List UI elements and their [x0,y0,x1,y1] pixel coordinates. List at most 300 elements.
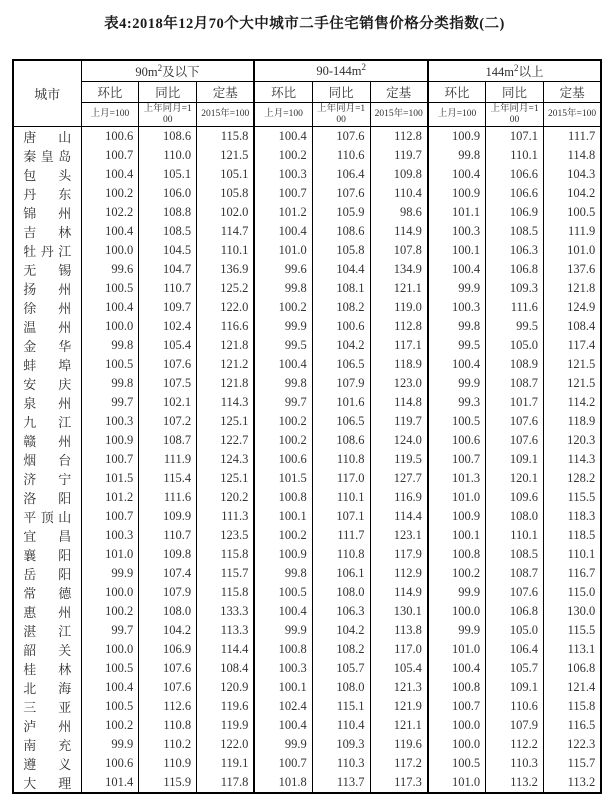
value-cell: 112.8 [370,317,428,336]
value-cell: 115.9 [139,773,197,793]
value-cell: 100.6 [312,317,370,336]
city-cell [13,526,81,545]
value-cell: 114.4 [197,640,255,659]
city-cell [13,754,81,773]
value-cell: 100.9 [81,431,139,450]
value-cell: 100.0 [81,241,139,260]
value-cell: 104.3 [543,165,601,184]
value-cell: 115.8 [197,127,255,147]
group-header-90-144 [254,60,427,82]
value-cell: 102.0 [197,203,255,222]
value-cell: 100.4 [254,716,312,735]
value-cell: 106.6 [486,184,544,203]
value-cell: 106.3 [312,602,370,621]
value-cell: 99.7 [254,393,312,412]
table-row [13,317,601,336]
value-cell: 106.3 [486,241,544,260]
value-cell: 117.2 [370,754,428,773]
base-header-row [13,103,601,127]
value-cell: 118.3 [543,507,601,526]
value-cell: 113.3 [197,621,255,640]
value-cell: 105.9 [312,203,370,222]
city-label: 温州 [23,320,72,335]
value-cell: 110.9 [139,754,197,773]
value-cell: 100.5 [81,279,139,298]
value-cell: 113.1 [543,640,601,659]
city-label: 扬州 [23,282,72,297]
value-cell: 101.0 [428,773,486,793]
value-cell: 110.8 [312,450,370,469]
city-cell [13,773,81,793]
value-cell: 127.7 [370,469,428,488]
value-cell: 110.1 [486,146,544,165]
value-cell: 99.9 [254,735,312,754]
value-cell: 104.2 [312,336,370,355]
value-cell: 110.6 [486,697,544,716]
value-cell: 121.5 [197,146,255,165]
value-cell: 124.9 [543,298,601,317]
value-cell: 109.7 [139,298,197,317]
group-label-sup: 2 [514,62,519,73]
table-row [13,716,601,735]
value-cell: 100.0 [428,735,486,754]
city-cell [13,203,81,222]
city-cell [13,393,81,412]
value-cell: 100.1 [254,678,312,697]
value-cell: 99.9 [254,317,312,336]
value-cell: 109.8 [139,545,197,564]
group-label-sup: 2 [361,62,366,73]
city-label: 常德 [23,586,72,601]
city-label: 包头 [23,168,72,183]
value-cell: 105.4 [370,659,428,678]
value-cell: 100.8 [428,545,486,564]
value-cell: 100.5 [254,583,312,602]
value-cell: 104.7 [139,260,197,279]
value-cell: 106.8 [486,260,544,279]
value-cell: 122.0 [197,735,255,754]
city-cell [13,735,81,754]
value-cell: 99.9 [428,621,486,640]
value-cell: 117.8 [197,773,255,793]
value-cell: 100.6 [81,127,139,147]
value-cell: 108.5 [486,222,544,241]
metric-header-fixed: 定基 [197,82,255,103]
base-header-prev-year: 上年同月=100 [139,103,197,127]
price-index-table [12,59,602,794]
value-cell: 137.6 [543,260,601,279]
value-cell: 112.2 [486,735,544,754]
city-cell [13,716,81,735]
value-cell: 100.4 [428,659,486,678]
city-cell [13,317,81,336]
value-cell: 110.2 [139,735,197,754]
value-cell: 107.9 [486,716,544,735]
value-cell: 119.6 [197,697,255,716]
value-cell: 106.8 [543,659,601,678]
value-cell: 111.9 [139,450,197,469]
value-cell: 108.0 [312,583,370,602]
value-cell: 106.8 [486,602,544,621]
city-cell [13,583,81,602]
value-cell: 100.0 [428,716,486,735]
table-row [13,241,601,260]
value-cell: 108.6 [312,431,370,450]
value-cell: 100.4 [428,165,486,184]
value-cell: 100.2 [254,431,312,450]
value-cell: 125.2 [197,279,255,298]
city-label: 徐州 [23,301,72,316]
city-cell [13,602,81,621]
value-cell: 108.7 [486,374,544,393]
value-cell: 108.8 [139,203,197,222]
city-label: 北海 [23,681,72,696]
value-cell: 100.6 [254,450,312,469]
value-cell: 107.4 [139,564,197,583]
value-cell: 112.6 [139,697,197,716]
value-cell: 110.1 [486,526,544,545]
city-label: 南充 [23,738,72,753]
metric-header-mom: 环比 [254,82,312,103]
city-label: 遵义 [23,757,72,772]
table-body [13,127,601,794]
table-row [13,165,601,184]
value-cell: 100.0 [81,317,139,336]
table-row [13,450,601,469]
value-cell: 113.7 [312,773,370,793]
value-cell: 100.9 [428,127,486,147]
value-cell: 99.7 [81,393,139,412]
metric-header-yoy: 同比 [312,82,370,103]
table-row [13,279,601,298]
value-cell: 114.2 [543,393,601,412]
value-cell: 123.5 [197,526,255,545]
value-cell: 101.2 [254,203,312,222]
value-cell: 110.4 [370,184,428,203]
value-cell: 100.0 [81,583,139,602]
city-cell [13,260,81,279]
value-cell: 121.5 [543,374,601,393]
value-cell: 123.0 [370,374,428,393]
value-cell: 121.8 [543,279,601,298]
value-cell: 106.1 [312,564,370,583]
table-row [13,127,601,147]
city-cell [13,545,81,564]
value-cell: 109.8 [370,165,428,184]
value-cell: 101.0 [543,241,601,260]
city-column-header: 城市 [13,60,81,127]
city-cell [13,488,81,507]
table-header [13,60,601,127]
value-cell: 106.4 [312,165,370,184]
table-row [13,526,601,545]
value-cell: 121.3 [370,678,428,697]
value-cell: 105.4 [139,336,197,355]
table-row [13,507,601,526]
value-cell: 99.5 [486,317,544,336]
city-cell [13,469,81,488]
value-cell: 100.3 [81,412,139,431]
city-cell [13,241,81,260]
value-cell: 100.4 [81,298,139,317]
value-cell: 109.1 [486,450,544,469]
value-cell: 107.5 [139,374,197,393]
base-header-prev-year: 上年同月=100 [486,103,544,127]
value-cell: 100.7 [428,697,486,716]
value-cell: 109.6 [486,488,544,507]
city-cell [13,165,81,184]
value-cell: 100.9 [428,507,486,526]
value-cell: 113.8 [370,621,428,640]
city-cell [13,621,81,640]
value-cell: 100.7 [81,507,139,526]
city-label: 蚌埠 [23,358,72,373]
value-cell: 100.2 [81,184,139,203]
value-cell: 100.4 [254,222,312,241]
value-cell: 117.0 [370,640,428,659]
value-cell: 99.8 [254,564,312,583]
value-cell: 99.5 [428,336,486,355]
city-cell [13,507,81,526]
city-label: 烟台 [23,453,72,468]
value-cell: 114.3 [543,450,601,469]
city-label: 大理 [23,776,72,791]
base-header-2015: 2015年=100 [197,103,255,127]
value-cell: 100.5 [81,697,139,716]
value-cell: 108.1 [312,279,370,298]
value-cell: 128.2 [543,469,601,488]
table-row [13,735,601,754]
city-cell [13,640,81,659]
value-cell: 104.4 [312,260,370,279]
value-cell: 120.2 [197,488,255,507]
value-cell: 111.3 [197,507,255,526]
value-cell: 100.3 [81,526,139,545]
value-cell: 111.6 [486,298,544,317]
value-cell: 99.5 [254,336,312,355]
city-label: 惠州 [23,605,72,620]
value-cell: 114.3 [197,393,255,412]
value-cell: 110.4 [312,716,370,735]
value-cell: 120.1 [486,469,544,488]
value-cell: 114.8 [543,146,601,165]
city-label: 九江 [23,415,72,430]
value-cell: 115.7 [543,754,601,773]
value-cell: 123.1 [370,526,428,545]
value-cell: 119.0 [370,298,428,317]
metric-header-mom: 环比 [428,82,486,103]
value-cell: 118.9 [370,355,428,374]
value-cell: 115.5 [543,621,601,640]
value-cell: 118.5 [543,526,601,545]
value-cell: 99.9 [254,621,312,640]
city-cell [13,127,81,147]
value-cell: 115.8 [197,583,255,602]
value-cell: 100.4 [428,355,486,374]
value-cell: 100.5 [428,754,486,773]
value-cell: 100.7 [81,450,139,469]
city-cell [13,412,81,431]
value-cell: 109.9 [139,507,197,526]
value-cell: 104.5 [139,241,197,260]
value-cell: 99.6 [254,260,312,279]
value-cell: 114.8 [370,393,428,412]
value-cell: 115.8 [543,697,601,716]
city-cell [13,374,81,393]
value-cell: 114.9 [370,222,428,241]
value-cell: 99.8 [428,146,486,165]
value-cell: 101.3 [428,469,486,488]
value-cell: 99.9 [81,735,139,754]
value-cell: 101.0 [254,241,312,260]
value-cell: 119.5 [370,450,428,469]
value-cell: 117.3 [370,773,428,793]
value-cell: 113.2 [543,773,601,793]
table-row [13,773,601,793]
city-label: 吉林 [23,225,72,240]
value-cell: 104.2 [312,621,370,640]
value-cell: 121.1 [370,279,428,298]
group-label: 及以下 [162,65,200,79]
value-cell: 107.6 [486,412,544,431]
value-cell: 109.3 [312,735,370,754]
city-label: 金华 [23,339,72,354]
value-cell: 100.4 [81,222,139,241]
base-header-prev-month: 上月=100 [81,103,139,127]
value-cell: 99.8 [81,374,139,393]
value-cell: 119.7 [370,412,428,431]
base-header-2015: 2015年=100 [370,103,428,127]
table-row [13,222,601,241]
value-cell: 100.2 [254,146,312,165]
value-cell: 121.2 [197,355,255,374]
metric-header-fixed: 定基 [370,82,428,103]
group-label: 以上 [518,65,544,79]
value-cell: 115.5 [543,488,601,507]
group-label: 144m [485,65,515,79]
value-cell: 100.0 [81,640,139,659]
value-cell: 106.6 [486,165,544,184]
value-cell: 106.0 [139,184,197,203]
value-cell: 100.7 [254,184,312,203]
metric-header-yoy: 同比 [139,82,197,103]
value-cell: 113.2 [486,773,544,793]
value-cell: 111.9 [543,222,601,241]
value-cell: 99.8 [254,279,312,298]
value-cell: 108.0 [312,678,370,697]
value-cell: 100.5 [428,412,486,431]
group-header-144-above [428,60,601,82]
value-cell: 106.9 [139,640,197,659]
value-cell: 109.3 [486,279,544,298]
metric-header-mom: 环比 [81,82,139,103]
value-cell: 99.8 [254,374,312,393]
city-label: 济宁 [23,472,72,487]
city-label: 丹东 [23,187,72,202]
value-cell: 115.8 [197,545,255,564]
city-label: 桂林 [23,662,72,677]
value-cell: 100.8 [428,678,486,697]
value-cell: 110.7 [139,526,197,545]
value-cell: 120.9 [197,678,255,697]
table-row [13,754,601,773]
city-label: 泉州 [23,396,72,411]
value-cell: 107.8 [370,241,428,260]
value-cell: 117.1 [370,336,428,355]
city-label: 牡丹江 [23,244,72,259]
city-cell [13,279,81,298]
metric-header-row [13,82,601,103]
value-cell: 117.4 [543,336,601,355]
value-cell: 121.4 [543,678,601,697]
value-cell: 110.8 [312,545,370,564]
value-cell: 115.7 [197,564,255,583]
value-cell: 100.4 [254,602,312,621]
value-cell: 102.4 [254,697,312,716]
city-label: 襄阳 [23,548,72,563]
table-row [13,469,601,488]
value-cell: 107.6 [312,184,370,203]
base-header-prev-month: 上月=100 [428,103,486,127]
value-cell: 100.7 [81,146,139,165]
value-cell: 101.5 [254,469,312,488]
value-cell: 115.0 [543,583,601,602]
value-cell: 114.9 [370,583,428,602]
table-row [13,184,601,203]
value-cell: 100.4 [81,165,139,184]
table-row [13,697,601,716]
value-cell: 100.6 [81,754,139,773]
value-cell: 110.7 [139,279,197,298]
value-cell: 100.4 [81,678,139,697]
value-cell: 110.3 [486,754,544,773]
value-cell: 105.7 [312,659,370,678]
value-cell: 99.9 [428,279,486,298]
city-cell [13,184,81,203]
value-cell: 100.3 [254,659,312,678]
value-cell: 115.4 [139,469,197,488]
value-cell: 100.4 [428,260,486,279]
value-cell: 114.7 [197,222,255,241]
value-cell: 108.9 [486,355,544,374]
group-label-sup: 2 [157,62,163,73]
value-cell: 99.7 [81,621,139,640]
value-cell: 107.6 [139,355,197,374]
table-row [13,412,601,431]
value-cell: 101.2 [81,488,139,507]
value-cell: 106.5 [312,412,370,431]
value-cell: 117.0 [312,469,370,488]
value-cell: 110.6 [312,146,370,165]
value-cell: 101.4 [81,773,139,793]
city-cell [13,697,81,716]
value-cell: 100.5 [81,355,139,374]
value-cell: 130.0 [543,602,601,621]
value-cell: 101.0 [81,545,139,564]
table-row [13,146,601,165]
value-cell: 101.0 [428,640,486,659]
value-cell: 101.7 [486,393,544,412]
city-label: 无锡 [23,263,72,278]
value-cell: 99.8 [428,317,486,336]
value-cell: 121.1 [370,716,428,735]
value-cell: 110.3 [312,754,370,773]
value-cell: 100.8 [254,488,312,507]
value-cell: 105.0 [486,621,544,640]
value-cell: 106.9 [486,203,544,222]
value-cell: 101.1 [428,203,486,222]
group-label: 90-144m [316,64,362,79]
